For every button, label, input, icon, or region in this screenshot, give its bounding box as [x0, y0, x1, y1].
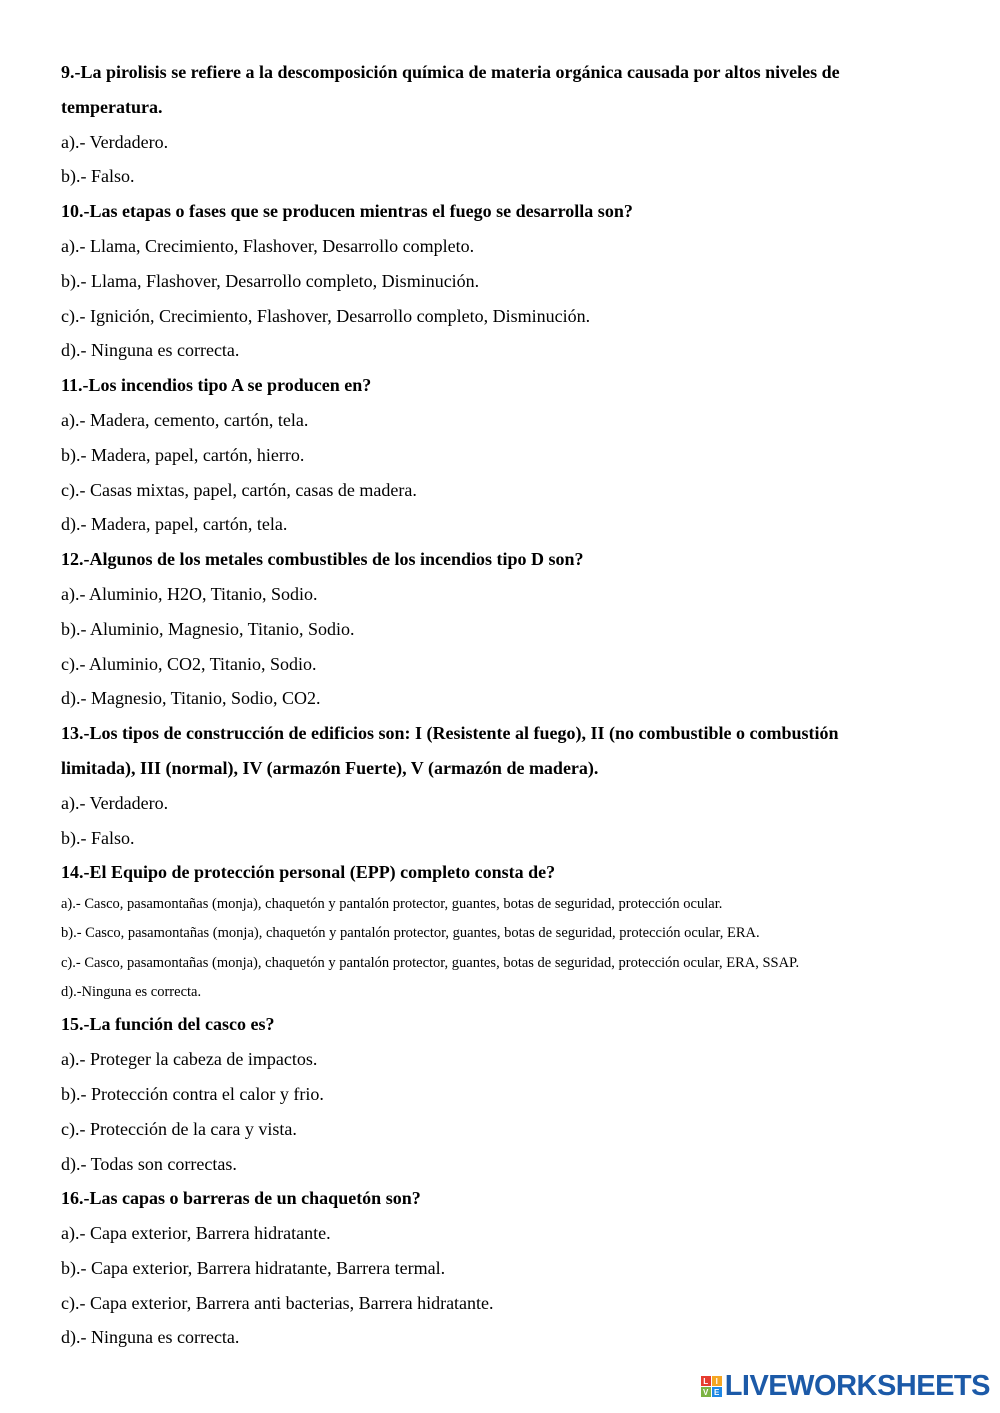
question-block: [61, 855, 961, 1007]
answer-option: b).- Llama, Flashover, Desarrollo completo, Disminución.: [61, 270, 480, 291]
answer-option: a).- Verdadero.: [61, 792, 169, 813]
question-text: 9.-La pirolisis se refiere a la descomposición química de materia orgánica causada por altos niveles de: [61, 62, 840, 82]
logo-mark-icon: [701, 1376, 722, 1397]
answer-option: c).- Casas mixtas, papel, cartón, casas de madera.: [61, 479, 417, 500]
question-text: 13.-Los tipos de construcción de edificios son: I (Resistente al fuego), II (no combustible o combustión: [61, 723, 839, 744]
answer-option: c).- Aluminio, CO2, Titanio, Sodio.: [61, 653, 317, 674]
answer-option: a).- Llama, Crecimiento, Flashover, Desarrollo completo.: [61, 235, 475, 256]
liveworksheets-logo: [701, 1372, 990, 1401]
answer-option: b).- Protección contra el calor y frio.: [61, 1083, 324, 1104]
answer-option: b).- Madera, papel, cartón, hierro.: [61, 444, 305, 465]
worksheet-page: [61, 55, 961, 1355]
answer-option: d).- Madera, papel, cartón, tela.: [61, 514, 288, 535]
answer-option: a).- Aluminio, H2O, Titanio, Sodio.: [61, 583, 318, 604]
question-text: 14.-El Equipo de protección personal (EPP) completo consta de?: [61, 862, 556, 883]
answer-option: c).- Casco, pasamontañas (monja), chaquetón y pantalón protector, guantes, botas de seguridad, protección ocular, ERA, SSAP.: [61, 954, 800, 971]
answer-option: a).- Verdadero.: [61, 131, 169, 152]
question-text: 11.-Los incendios tipo A se producen en?: [61, 375, 372, 396]
answer-option: a).- Capa exterior, Barrera hidratante.: [61, 1223, 331, 1244]
question-text: limitada), III (normal), IV (armazón Fuerte), V (armazón de madera).: [61, 757, 599, 778]
question-text: 12.-Algunos de los metales combustibles de los incendios tipo D son?: [61, 549, 584, 570]
logo-tile: L: [701, 1376, 711, 1386]
answer-option: d).- Todas son correctas.: [61, 1153, 237, 1174]
logo-text: LIVEWORKSHEETS: [724, 1370, 990, 1402]
logo-tile: I: [712, 1376, 722, 1386]
answer-option: a).- Madera, cemento, cartón, tela.: [61, 409, 309, 430]
answer-option: d).- Ninguna es correcta.: [61, 1327, 240, 1348]
answer-option: d).- Ninguna es correcta.: [61, 340, 240, 361]
question-block: [61, 194, 961, 368]
question-block: [61, 1007, 961, 1181]
question-text: 10.-Las etapas o fases que se producen mientras el fuego se desarrolla son?: [61, 201, 633, 222]
question-block: [61, 716, 961, 855]
logo-tile: V: [701, 1387, 711, 1397]
question-text: temperatura.: [61, 96, 163, 117]
logo-tile: E: [712, 1387, 722, 1397]
answer-option: b).- Falso.: [61, 166, 135, 187]
answer-option: c).- Ignición, Crecimiento, Flashover, Desarrollo completo, Disminución.: [61, 305, 591, 326]
answer-option: d).-Ninguna es correcta.: [61, 984, 202, 1001]
answer-option: b).- Capa exterior, Barrera hidratante, Barrera termal.: [61, 1257, 446, 1278]
answer-option: c).- Capa exterior, Barrera anti bacterias, Barrera hidratante.: [61, 1292, 494, 1313]
answer-option: a).- Proteger la cabeza de impactos.: [61, 1049, 318, 1070]
question-block: [61, 1181, 961, 1355]
question-block: [61, 542, 961, 716]
question-block: [61, 55, 961, 194]
answer-option: b).- Casco, pasamontañas (monja), chaquetón y pantalón protector, guantes, botas de seguridad, protección ocular, ERA.: [61, 925, 760, 942]
answer-option: b).- Aluminio, Magnesio, Titanio, Sodio.: [61, 618, 355, 639]
answer-option: b).- Falso.: [61, 827, 135, 848]
answer-option: a).- Casco, pasamontañas (monja), chaquetón y pantalón protector, guantes, botas de seguridad, protección ocular.: [61, 896, 723, 913]
question-block: [61, 368, 961, 542]
question-text: 16.-Las capas o barreras de un chaquetón son?: [61, 1188, 421, 1209]
question-text: 15.-La función del casco es?: [61, 1014, 275, 1035]
answer-option: d).- Magnesio, Titanio, Sodio, CO2.: [61, 688, 321, 709]
answer-option: c).- Protección de la cara y vista.: [61, 1118, 297, 1139]
